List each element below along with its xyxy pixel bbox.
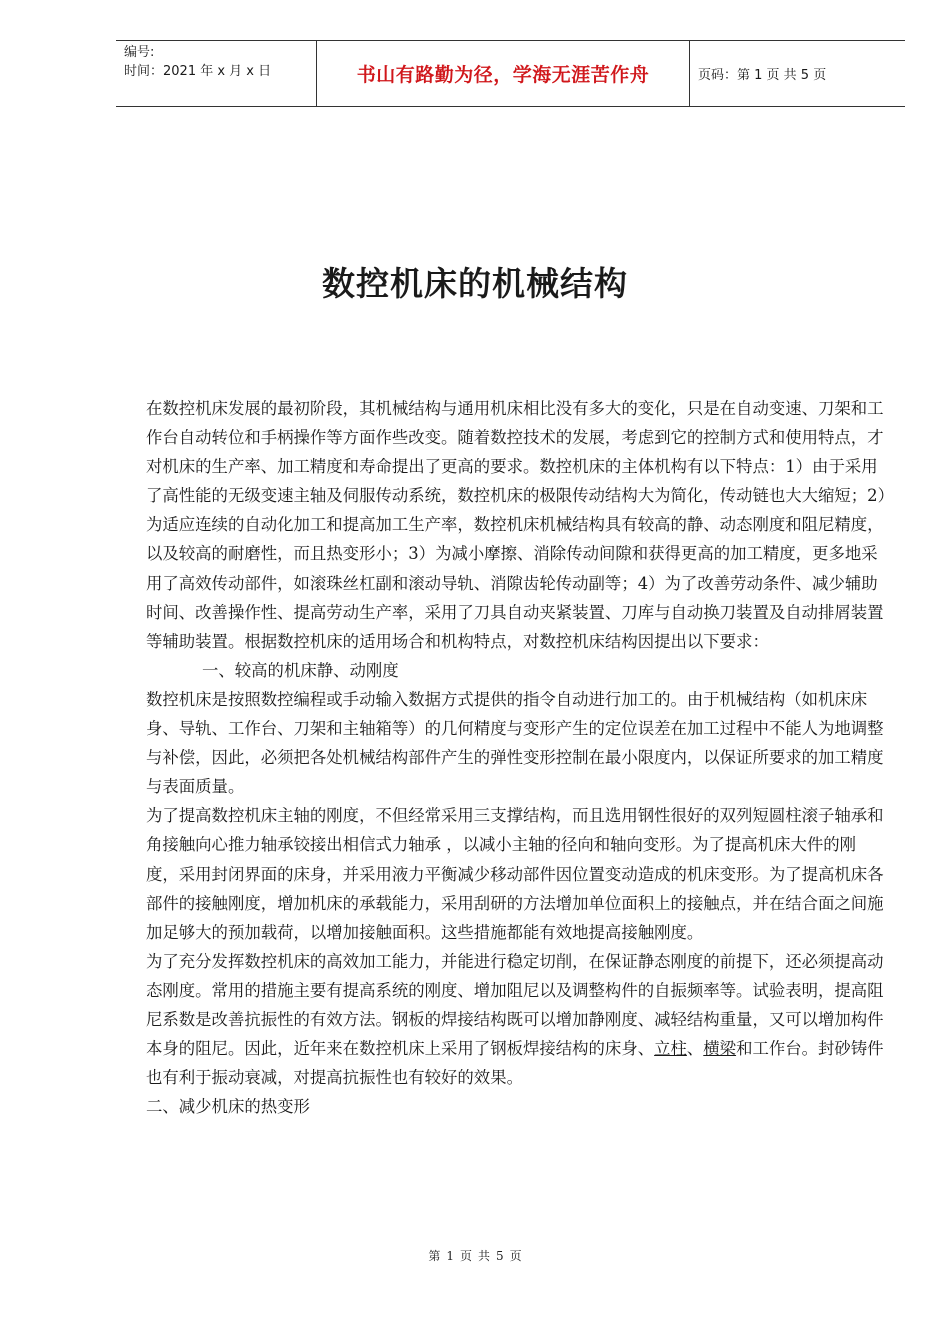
time-label: 时间：2021 年 x 月 x 日: [124, 64, 272, 79]
number-label: 编号:: [124, 45, 155, 60]
footer-page-number: 1: [446, 1249, 454, 1263]
footer-ye: 页: [459, 1249, 472, 1263]
footer-total-pages: 5: [496, 1249, 504, 1263]
paragraph-dynamic-rigidity: [146, 947, 886, 1092]
footer-ye-2: 页: [509, 1249, 522, 1263]
header-motto-cell: [316, 41, 690, 106]
paragraph-spindle-rigidity: 为了提高数控机床主轴的刚度，不但经常采用三支撑结构，而且选用钢性很好的双列短圆柱滚子轴承和角接触向心推力轴承铰接出相信式力轴承 ，以减小主轴的径向和轴向变形。为了提高机床大件的刚度，采用封闭界面的床身，并采用液力平衡减少移动部件因位置变动造成的机床变形。为了提高机床各部件的接触刚度，增加机床的承载能力，采用刮研的方法增加单位面积上的接触点，并在结合面之间施加足够大的预加载荷，以增加接触面积。这些措施都能有效地提高接触刚度。: [146, 806, 884, 942]
link-crossbeam[interactable]: 横梁: [703, 1039, 737, 1059]
header-table: [116, 40, 905, 107]
motto-text: 书山有路勤为径，学海无涯苦作舟: [356, 64, 650, 86]
header-meta-cell: [116, 41, 316, 106]
page-footer: [0, 1247, 950, 1264]
link-column[interactable]: 立柱: [654, 1039, 687, 1059]
document-title: 数控机床的机械结构: [322, 264, 628, 303]
paragraph-text-end: 和工作台。封砂铸件也有利于振动衰减，对提高抗振性也有较好的效果。: [146, 1039, 884, 1088]
footer-di: 第: [428, 1249, 441, 1263]
paragraph-text: 为了充分发挥数控机床的高效加工能力，并能进行稳定切削，在保证静态刚度的前提下，还必须提高动态刚度。常用的措施主要有提高系统的刚度、增加阻尼以及调整构件的自振频率等。试验表明，提高阻尼系数是改善抗振性的有效方法。钢板的焊接结构既可以增加静刚度、减轻结构重量，又可以增加构件本身的阻尼。因此，近年来在数控机床上采用了钢板焊接结构的床身、: [146, 951, 884, 1059]
page-info: 页码：第 1 页 共 5 页: [698, 68, 827, 83]
footer-gong: 共: [478, 1249, 491, 1263]
document-body: [146, 394, 886, 1121]
header-page-cell: [690, 41, 905, 106]
section-heading-2: 二、减少机床的热变形: [146, 1097, 310, 1117]
paragraph-intro: 在数控机床发展的最初阶段，其机械结构与通用机床相比没有多大的变化，只是在自动变速、刀架和工作台自动转位和手柄操作等方面作些改变。随着数控技术的发展，考虑到它的控制方式和使用特点，才对机床的生产率、加工精度和寿命提出了更高的要求。数控机床的主体机构有以下特点：1）由于采用了高性能的无级变速主轴及伺服传动系统，数控机床的极限传动结构大为简化，传动链也大大缩短；2）为适应连续的自动化加工和提高加工生产率，数控机床机械结构具有较高的静、动态刚度和阻尼精度，以及较高的耐磨性，而且热变形小；3）为减小摩擦、消除传动间隙和获得更高的加工精度，更多地采用了高效传动部件，如滚珠丝杠副和滚动导轨、消隙齿轮传动副等；4）为了改善劳动条件、减少辅助时间、改善操作性、提高劳动生产率，采用了刀具自动夹紧装置、刀库与自动换刀装置及自动排屑装置等辅助装置。根据数控机床的适用场合和机构特点，对数控机床结构因提出以下要求：: [146, 399, 886, 651]
paragraph-static-dynamic-rigidity: 数控机床是按照数控编程或手动输入数据方式提供的指令自动进行加工的。由于机械结构（如机床床身、导轨、工作台、刀架和主轴箱等）的几何精度与变形产生的定位误差在加工过程中不能人为地调整与补偿，因此，必须把各处机械结构部件产生的弹性变形控制在最小限度内，以保证所要求的加工精度与表面质量。: [146, 689, 884, 797]
section-heading-1: 一、较高的机床静、动刚度: [202, 660, 399, 680]
separator: 、: [686, 1039, 704, 1059]
